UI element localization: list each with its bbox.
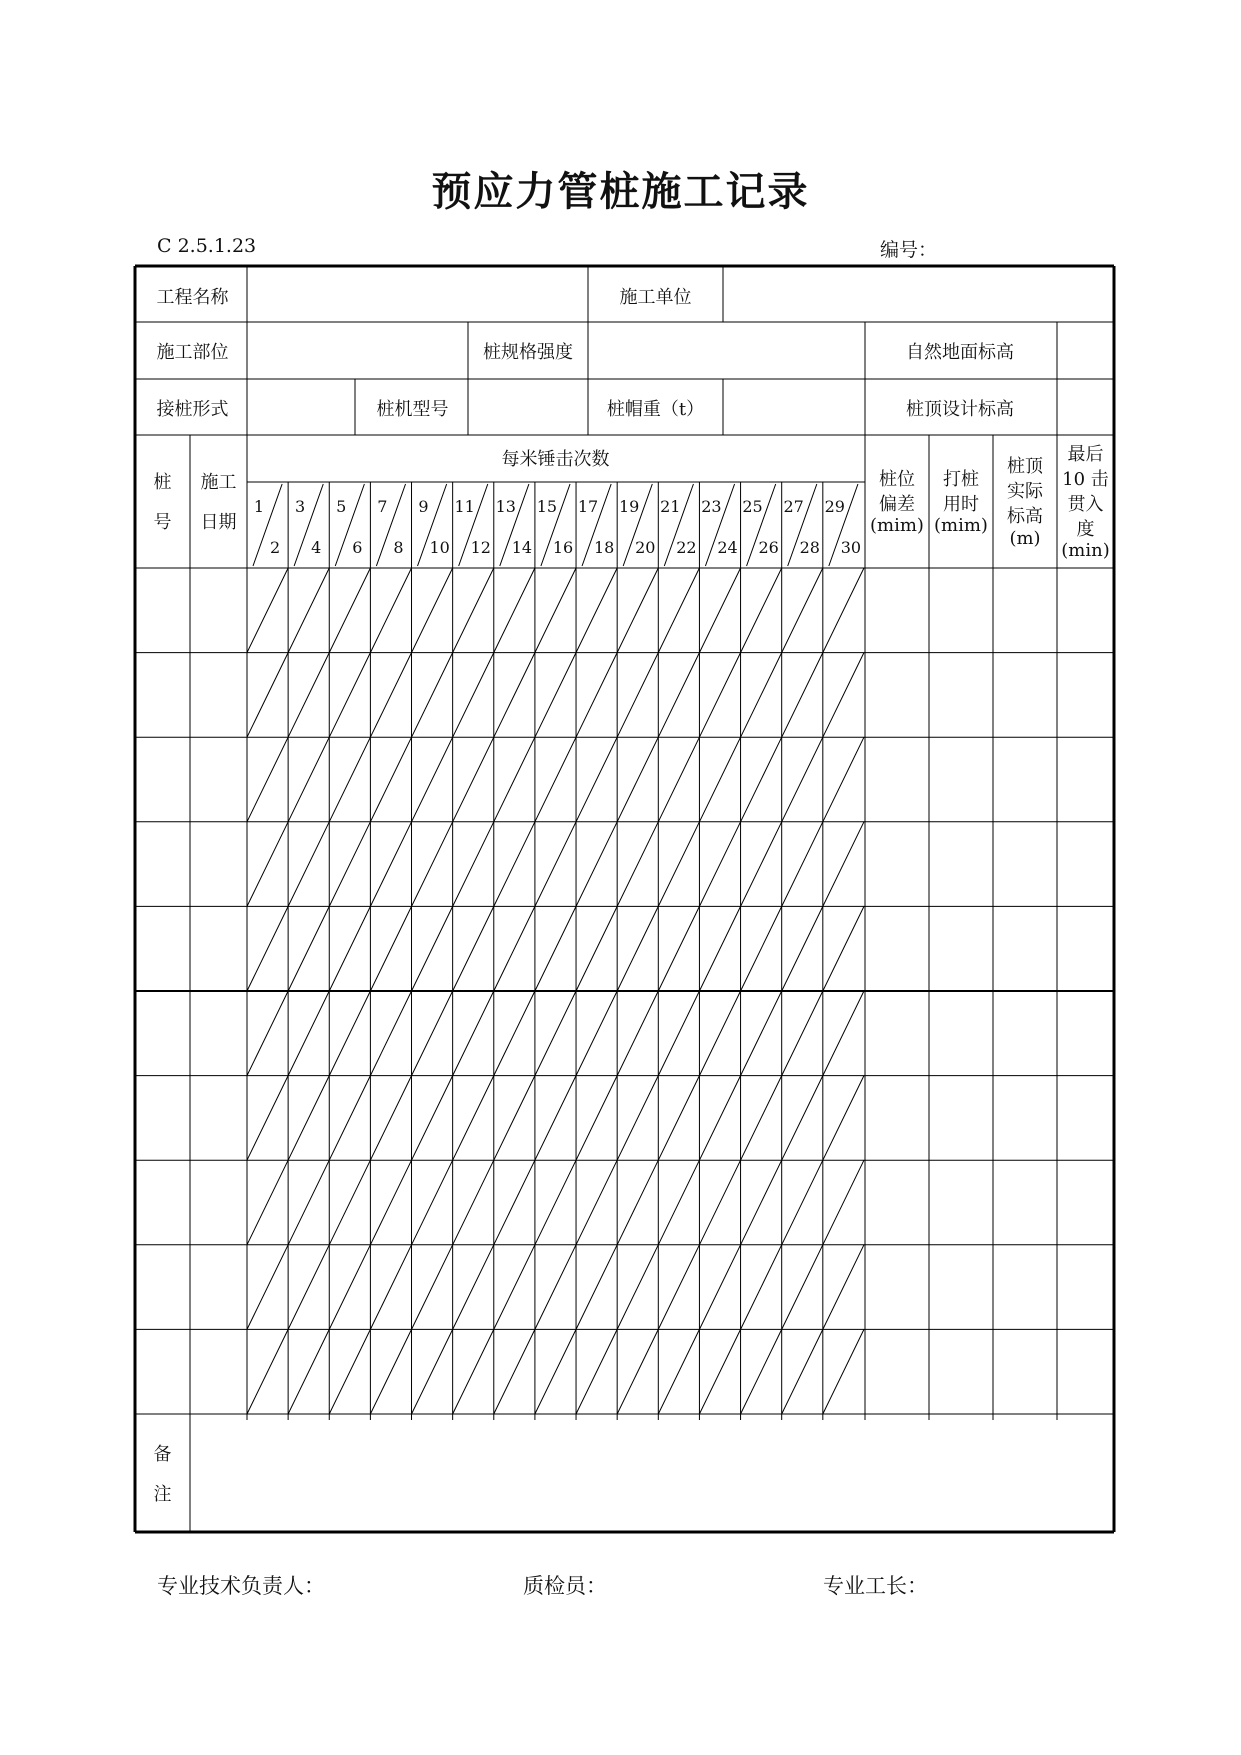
- data-cell-diagonal: [288, 568, 329, 653]
- data-cell-diagonal: [412, 1160, 453, 1245]
- data-cell-diagonal: [823, 1160, 864, 1245]
- data-cell-diagonal: [453, 1245, 494, 1330]
- data-cell-diagonal: [782, 822, 823, 907]
- meter-number-even: 2: [270, 538, 281, 557]
- data-cell-diagonal: [247, 991, 288, 1076]
- data-cell-diagonal: [617, 906, 658, 991]
- data-cell-diagonal: [823, 568, 864, 653]
- data-cell-diagonal: [576, 906, 617, 991]
- data-cell-diagonal: [453, 906, 494, 991]
- meter-number-even: 16: [552, 538, 574, 557]
- data-cell-diagonal: [494, 737, 535, 822]
- foreman-signature-label: 专业工长：: [823, 1574, 928, 1598]
- data-cell-diagonal: [658, 568, 699, 653]
- data-cell-diagonal: [370, 737, 411, 822]
- last-penetration-header-2: 10 击: [1062, 469, 1109, 490]
- data-cell-diagonal: [247, 1160, 288, 1245]
- driving-time-header-2: 用时: [943, 494, 979, 515]
- data-cell-diagonal: [288, 1245, 329, 1330]
- meter-number-odd: 23: [701, 497, 722, 516]
- data-cell-diagonal: [247, 1076, 288, 1161]
- meter-number-odd: 7: [377, 497, 388, 516]
- blows-per-meter-header: 每米锤击次数: [501, 449, 610, 470]
- data-cell-diagonal: [412, 822, 453, 907]
- data-cell-diagonal: [370, 568, 411, 653]
- driving-time-header-1: 打桩: [943, 469, 979, 490]
- meter-number-even: 6: [352, 538, 363, 557]
- document-title: 预应力管桩施工记录: [431, 168, 810, 215]
- data-cell-diagonal: [494, 1329, 535, 1414]
- data-cell-diagonal: [370, 991, 411, 1076]
- data-cell-diagonal: [823, 822, 864, 907]
- data-cell-diagonal: [658, 991, 699, 1076]
- data-cell-diagonal: [617, 822, 658, 907]
- data-cell-diagonal: [494, 1160, 535, 1245]
- data-cell-diagonal: [576, 1245, 617, 1330]
- meter-number-even: 24: [717, 538, 738, 557]
- data-cell-diagonal: [494, 906, 535, 991]
- data-cell-diagonal: [823, 906, 864, 991]
- meter-number-even: 14: [511, 538, 533, 557]
- actual-elevation-header-1: 桩顶: [1007, 456, 1043, 477]
- meter-number-even: 30: [840, 538, 862, 557]
- meter-number-odd: 5: [336, 497, 347, 516]
- data-cell-diagonal: [823, 737, 864, 822]
- pile-top-design-elevation-label: 桩顶设计标高: [906, 399, 1014, 420]
- natural-ground-elevation-label: 自然地面标高: [906, 342, 1014, 363]
- data-cell-diagonal: [699, 822, 740, 907]
- data-cell-diagonal: [288, 991, 329, 1076]
- data-cell-diagonal: [699, 568, 740, 653]
- data-cell-diagonal: [288, 906, 329, 991]
- meter-number-even: 8: [393, 538, 404, 557]
- date-header-2: 日期: [200, 512, 237, 533]
- data-cell-diagonal: [741, 906, 782, 991]
- data-cell-diagonal: [576, 568, 617, 653]
- data-cell-diagonal: [576, 1160, 617, 1245]
- data-cell-diagonal: [412, 906, 453, 991]
- last-penetration-header-1: 最后: [1067, 444, 1104, 465]
- data-cell-diagonal: [535, 653, 576, 738]
- data-cell-diagonal: [617, 1329, 658, 1414]
- data-cell-diagonal: [699, 906, 740, 991]
- data-cell-diagonal: [370, 1076, 411, 1161]
- data-cell-diagonal: [453, 1160, 494, 1245]
- data-cell-diagonal: [617, 1245, 658, 1330]
- data-cell-diagonal: [576, 991, 617, 1076]
- data-cell-diagonal: [329, 737, 370, 822]
- data-cell-diagonal: [699, 737, 740, 822]
- data-cell-diagonal: [823, 653, 864, 738]
- data-cell-diagonal: [453, 991, 494, 1076]
- data-cell-diagonal: [782, 906, 823, 991]
- meter-number-odd: 9: [418, 497, 429, 516]
- meter-number-odd: 1: [253, 497, 265, 516]
- data-cell-diagonal: [535, 1329, 576, 1414]
- inspector-signature-label: 质检员：: [523, 1574, 607, 1598]
- last-penetration-header-4: 度: [1076, 519, 1095, 540]
- data-cell-diagonal: [494, 1245, 535, 1330]
- data-cell-diagonal: [494, 653, 535, 738]
- data-cell-diagonal: [535, 1076, 576, 1161]
- meter-number-odd: 21: [660, 497, 681, 516]
- pile-machine-model-label: 桩机型号: [376, 399, 449, 420]
- meter-number-even: 26: [758, 538, 779, 557]
- data-cell-diagonal: [370, 653, 411, 738]
- data-cell-diagonal: [453, 1076, 494, 1161]
- data-cell-diagonal: [329, 1245, 370, 1330]
- meter-number-odd: 19: [618, 497, 640, 516]
- data-cell-diagonal: [782, 1076, 823, 1161]
- data-cell-diagonal: [535, 1245, 576, 1330]
- data-cell-diagonal: [370, 1245, 411, 1330]
- data-cell-diagonal: [617, 568, 658, 653]
- data-cell-diagonal: [782, 653, 823, 738]
- data-cell-diagonal: [329, 1160, 370, 1245]
- technical-lead-signature-label: 专业技术负责人：: [157, 1574, 325, 1598]
- actual-elevation-header-4: (m): [1009, 528, 1041, 549]
- data-cell-diagonal: [741, 1076, 782, 1161]
- data-cell-diagonal: [247, 906, 288, 991]
- data-cell-diagonal: [617, 991, 658, 1076]
- construction-part-label: 施工部位: [156, 342, 229, 363]
- data-cell-diagonal: [535, 737, 576, 822]
- data-cell-diagonal: [658, 1329, 699, 1414]
- data-cell-diagonal: [247, 653, 288, 738]
- data-cell-diagonal: [741, 991, 782, 1076]
- meter-number-even: 28: [799, 538, 820, 557]
- data-cell-diagonal: [535, 822, 576, 907]
- data-cell-diagonal: [699, 1160, 740, 1245]
- meter-number-odd: 25: [742, 497, 763, 516]
- data-cell-diagonal: [288, 822, 329, 907]
- data-cell-diagonal: [412, 653, 453, 738]
- data-cell-diagonal: [617, 653, 658, 738]
- data-cell-diagonal: [288, 1160, 329, 1245]
- data-cell-diagonal: [699, 991, 740, 1076]
- deviation-header-3: (mim): [870, 515, 924, 536]
- project-name-label: 工程名称: [156, 287, 229, 308]
- data-cell-diagonal: [247, 737, 288, 822]
- data-cell-diagonal: [288, 737, 329, 822]
- data-cell-diagonal: [329, 991, 370, 1076]
- deviation-header-1: 桩位: [879, 469, 915, 490]
- data-cell-diagonal: [576, 653, 617, 738]
- data-cell-diagonal: [782, 568, 823, 653]
- data-cell-diagonal: [412, 991, 453, 1076]
- meter-number-odd: 11: [454, 497, 475, 516]
- last-penetration-header-3: 贯入: [1067, 494, 1104, 515]
- data-cell-diagonal: [576, 737, 617, 822]
- data-cell-diagonal: [329, 653, 370, 738]
- meter-number-odd: 17: [577, 497, 599, 516]
- data-cell-diagonal: [741, 822, 782, 907]
- data-cell-diagonal: [453, 568, 494, 653]
- data-cell-diagonal: [370, 1329, 411, 1414]
- pile-cap-weight-label: 桩帽重（t）: [606, 399, 705, 420]
- data-cell-diagonal: [494, 822, 535, 907]
- meter-number-even: 18: [593, 538, 615, 557]
- deviation-header-2: 偏差: [879, 494, 915, 515]
- data-cell-diagonal: [782, 737, 823, 822]
- data-cell-diagonal: [658, 737, 699, 822]
- actual-elevation-header-2: 实际: [1007, 481, 1043, 502]
- data-cell-diagonal: [329, 1329, 370, 1414]
- actual-elevation-header-3: 标高: [1007, 506, 1043, 527]
- data-cell-diagonal: [329, 906, 370, 991]
- data-cell-diagonal: [329, 568, 370, 653]
- data-cell-diagonal: [370, 1160, 411, 1245]
- pile-number-header-1: 桩: [153, 472, 172, 493]
- data-cell-diagonal: [658, 1160, 699, 1245]
- data-cell-diagonal: [370, 822, 411, 907]
- data-cell-diagonal: [247, 822, 288, 907]
- data-cell-diagonal: [699, 1076, 740, 1161]
- pile-spec-strength-label: 桩规格强度: [483, 342, 573, 363]
- meter-number-even: 22: [676, 538, 697, 557]
- data-cell-diagonal: [741, 568, 782, 653]
- date-header-1: 施工: [200, 472, 237, 493]
- form-code: C 2.5.1.23: [157, 235, 257, 257]
- remarks-label-2: 注: [153, 1484, 172, 1505]
- data-cell-diagonal: [412, 737, 453, 822]
- serial-number-label: 编号：: [880, 239, 938, 261]
- data-cell-diagonal: [535, 568, 576, 653]
- data-cell-diagonal: [658, 653, 699, 738]
- data-cell-diagonal: [617, 1076, 658, 1161]
- data-cell-diagonal: [576, 1076, 617, 1161]
- meter-number-odd: 15: [536, 497, 558, 516]
- data-cell-diagonal: [658, 1245, 699, 1330]
- meter-number-odd: 29: [824, 497, 845, 516]
- data-cell-diagonal: [494, 1076, 535, 1161]
- driving-time-header-3: (mim): [934, 515, 988, 536]
- data-cell-diagonal: [494, 991, 535, 1076]
- construction-unit-label: 施工单位: [619, 287, 692, 308]
- data-cell-diagonal: [535, 906, 576, 991]
- data-cell-diagonal: [412, 1076, 453, 1161]
- data-cell-diagonal: [823, 1329, 864, 1414]
- data-cell-diagonal: [412, 1245, 453, 1330]
- data-cell-diagonal: [782, 1245, 823, 1330]
- pile-number-header-2: 号: [153, 512, 172, 533]
- data-cell-diagonal: [329, 1076, 370, 1161]
- data-cell-diagonal: [494, 568, 535, 653]
- data-cell-diagonal: [823, 1076, 864, 1161]
- data-cell-diagonal: [782, 1329, 823, 1414]
- pile-joint-type-label: 接桩形式: [156, 399, 229, 420]
- data-cell-diagonal: [741, 653, 782, 738]
- data-cell-diagonal: [576, 822, 617, 907]
- data-cell-diagonal: [658, 906, 699, 991]
- data-cell-diagonal: [823, 991, 864, 1076]
- data-cell-diagonal: [247, 1245, 288, 1330]
- data-cell-diagonal: [741, 1160, 782, 1245]
- data-cell-diagonal: [288, 653, 329, 738]
- data-cell-diagonal: [329, 822, 370, 907]
- data-cell-diagonal: [412, 568, 453, 653]
- data-cell-diagonal: [535, 1160, 576, 1245]
- data-cell-diagonal: [699, 653, 740, 738]
- last-penetration-header-5: (min): [1061, 540, 1110, 561]
- data-cell-diagonal: [288, 1076, 329, 1161]
- data-cell-diagonal: [823, 1245, 864, 1330]
- data-cell-diagonal: [453, 822, 494, 907]
- meter-number-odd: 3: [295, 497, 306, 516]
- data-cell-diagonal: [247, 1329, 288, 1414]
- data-cell-diagonal: [699, 1329, 740, 1414]
- data-cell-diagonal: [453, 653, 494, 738]
- meter-number-even: 12: [470, 538, 491, 557]
- data-cell-diagonal: [453, 737, 494, 822]
- data-cell-diagonal: [782, 991, 823, 1076]
- data-cell-diagonal: [782, 1160, 823, 1245]
- data-cell-diagonal: [741, 737, 782, 822]
- remarks-label-1: 备: [153, 1444, 172, 1465]
- data-cell-diagonal: [412, 1329, 453, 1414]
- data-cell-diagonal: [247, 568, 288, 653]
- data-cell-diagonal: [453, 1329, 494, 1414]
- data-cell-diagonal: [617, 1160, 658, 1245]
- meter-number-even: 4: [311, 538, 322, 557]
- data-cell-diagonal: [658, 1076, 699, 1161]
- meter-number-even: 10: [429, 538, 450, 557]
- meter-number-odd: 27: [783, 497, 804, 516]
- data-cell-diagonal: [370, 906, 411, 991]
- data-cell-diagonal: [617, 737, 658, 822]
- data-cell-diagonal: [741, 1245, 782, 1330]
- data-cell-diagonal: [576, 1329, 617, 1414]
- data-cell-diagonal: [741, 1329, 782, 1414]
- data-cell-diagonal: [699, 1245, 740, 1330]
- data-cell-diagonal: [288, 1329, 329, 1414]
- meter-number-even: 20: [635, 538, 656, 557]
- meter-number-odd: 13: [495, 497, 516, 516]
- data-cell-diagonal: [535, 991, 576, 1076]
- data-cell-diagonal: [658, 822, 699, 907]
